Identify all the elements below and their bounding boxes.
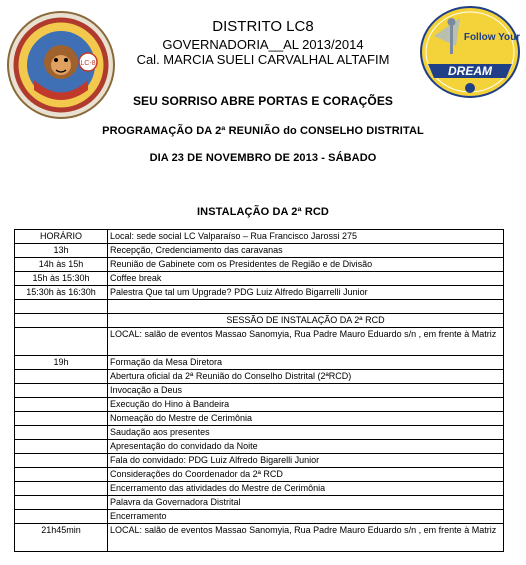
time-cell: 13h: [15, 244, 108, 258]
event-date: DIA 23 DE NOVEMBRO DE 2013 - SÁBADO: [149, 152, 377, 164]
time-cell: 14h às 15h: [15, 258, 108, 272]
desc-cell: LOCAL: salão de eventos Massao Sanomyia, Rua Padre Mauro Eduardo s/n , em frente à Matriz: [108, 524, 504, 552]
table-row: [15, 230, 504, 244]
time-cell: [15, 496, 108, 510]
table-row: [15, 272, 504, 286]
time-cell: [15, 426, 108, 440]
program-title: PROGRAMAÇÃO DA 2ª REUNIÃO do CONSELHO DISTRITAL: [102, 125, 424, 137]
desc-cell: Abertura oficial da 2ª Reunião do Conselho Distrital (2ªRCD): [108, 370, 504, 384]
desc-cell: Invocação a Deus: [108, 384, 504, 398]
governor-name-heading: Cal. MARCIA SUELI CARVALHAL ALTAFIM: [136, 52, 390, 67]
governorship-heading: GOVERNADORIA__AL 2013/2014: [162, 37, 364, 52]
desc-cell: Palavra da Governadora Distrital: [108, 496, 504, 510]
desc-cell: Encerramento: [108, 510, 504, 524]
time-cell: [15, 300, 108, 314]
table-row: [15, 482, 504, 496]
table-row: [15, 398, 504, 412]
desc-cell: Execução do Hino à Bandeira: [108, 398, 504, 412]
desc-cell: Reunião de Gabinete com os Presidentes de Região e de Divisão: [108, 258, 504, 272]
time-cell: [15, 440, 108, 454]
time-cell: [15, 370, 108, 384]
district-heading: DISTRITO LC8: [212, 18, 314, 35]
table-row: [15, 524, 504, 552]
time-cell: [15, 468, 108, 482]
table-row: [15, 496, 504, 510]
time-cell: 19h: [15, 356, 108, 370]
desc-cell: Formação da Mesa Diretora: [108, 356, 504, 370]
desc-cell: [108, 300, 504, 314]
time-cell: 15:30h às 16:30h: [15, 286, 108, 300]
desc-cell: Palestra Que tal um Upgrade? PDG Luiz Alfredo Bigarrelli Junior: [108, 286, 504, 300]
table-row: [15, 356, 504, 370]
time-cell: [15, 510, 108, 524]
desc-cell: Recepção, Credenciamento das caravanas: [108, 244, 504, 258]
section-title: INSTALAÇÃO DA 2ª RCD: [197, 206, 329, 218]
table-row: [15, 328, 504, 356]
time-cell: 15h às 15:30h: [15, 272, 108, 286]
time-cell: [15, 314, 108, 328]
dream-banner-text: DREAM: [448, 64, 492, 78]
table-row: [15, 412, 504, 426]
desc-cell: Saudação aos presentes: [108, 426, 504, 440]
table-row: [15, 300, 504, 314]
slogan: SEU SORRISO ABRE PORTAS E CORAÇÕES: [132, 94, 394, 108]
table-row: [15, 454, 504, 468]
time-cell: HORÁRIO: [15, 230, 108, 244]
desc-cell: Considerações do Coordenador da 2ª RCD: [108, 468, 504, 482]
session-heading-cell: SESSÃO DE INSTALAÇÃO DA 2ª RCD: [108, 314, 504, 328]
follow-your-text: Follow Your: [463, 32, 520, 43]
program-table: [14, 229, 504, 552]
table-row: [15, 426, 504, 440]
desc-cell: Nomeação do Mestre de Cerimônia: [108, 412, 504, 426]
desc-cell: LOCAL: salão de eventos Massao Sanomyia, Rua Padre Mauro Eduardo s/n , em frente à Matriz: [108, 328, 504, 356]
time-cell: [15, 412, 108, 426]
logo-badge: LC-8: [80, 60, 96, 67]
table-row: [15, 258, 504, 272]
desc-cell: Coffee break: [108, 272, 504, 286]
time-cell: 21h45min: [15, 524, 108, 552]
table-row: [15, 440, 504, 454]
table-row: [15, 314, 504, 328]
table-row: [15, 384, 504, 398]
time-cell: [15, 384, 108, 398]
table-row: [15, 244, 504, 258]
table-row: [15, 286, 504, 300]
table-row: [15, 510, 504, 524]
time-cell: [15, 454, 108, 468]
desc-cell: Local: sede social LC Valparaíso – Rua Francisco Jarossi 275: [108, 230, 504, 244]
desc-cell: Encerramento das atividades do Mestre de Cerimônia: [108, 482, 504, 496]
time-cell: [15, 482, 108, 496]
time-cell: [15, 328, 108, 356]
table-row: [15, 370, 504, 384]
desc-cell: Apresentação do convidado da Noite: [108, 440, 504, 454]
desc-cell: Fala do convidado: PDG Luiz Alfredo Bigarelli Junior: [108, 454, 504, 468]
time-cell: [15, 398, 108, 412]
table-row: [15, 468, 504, 482]
